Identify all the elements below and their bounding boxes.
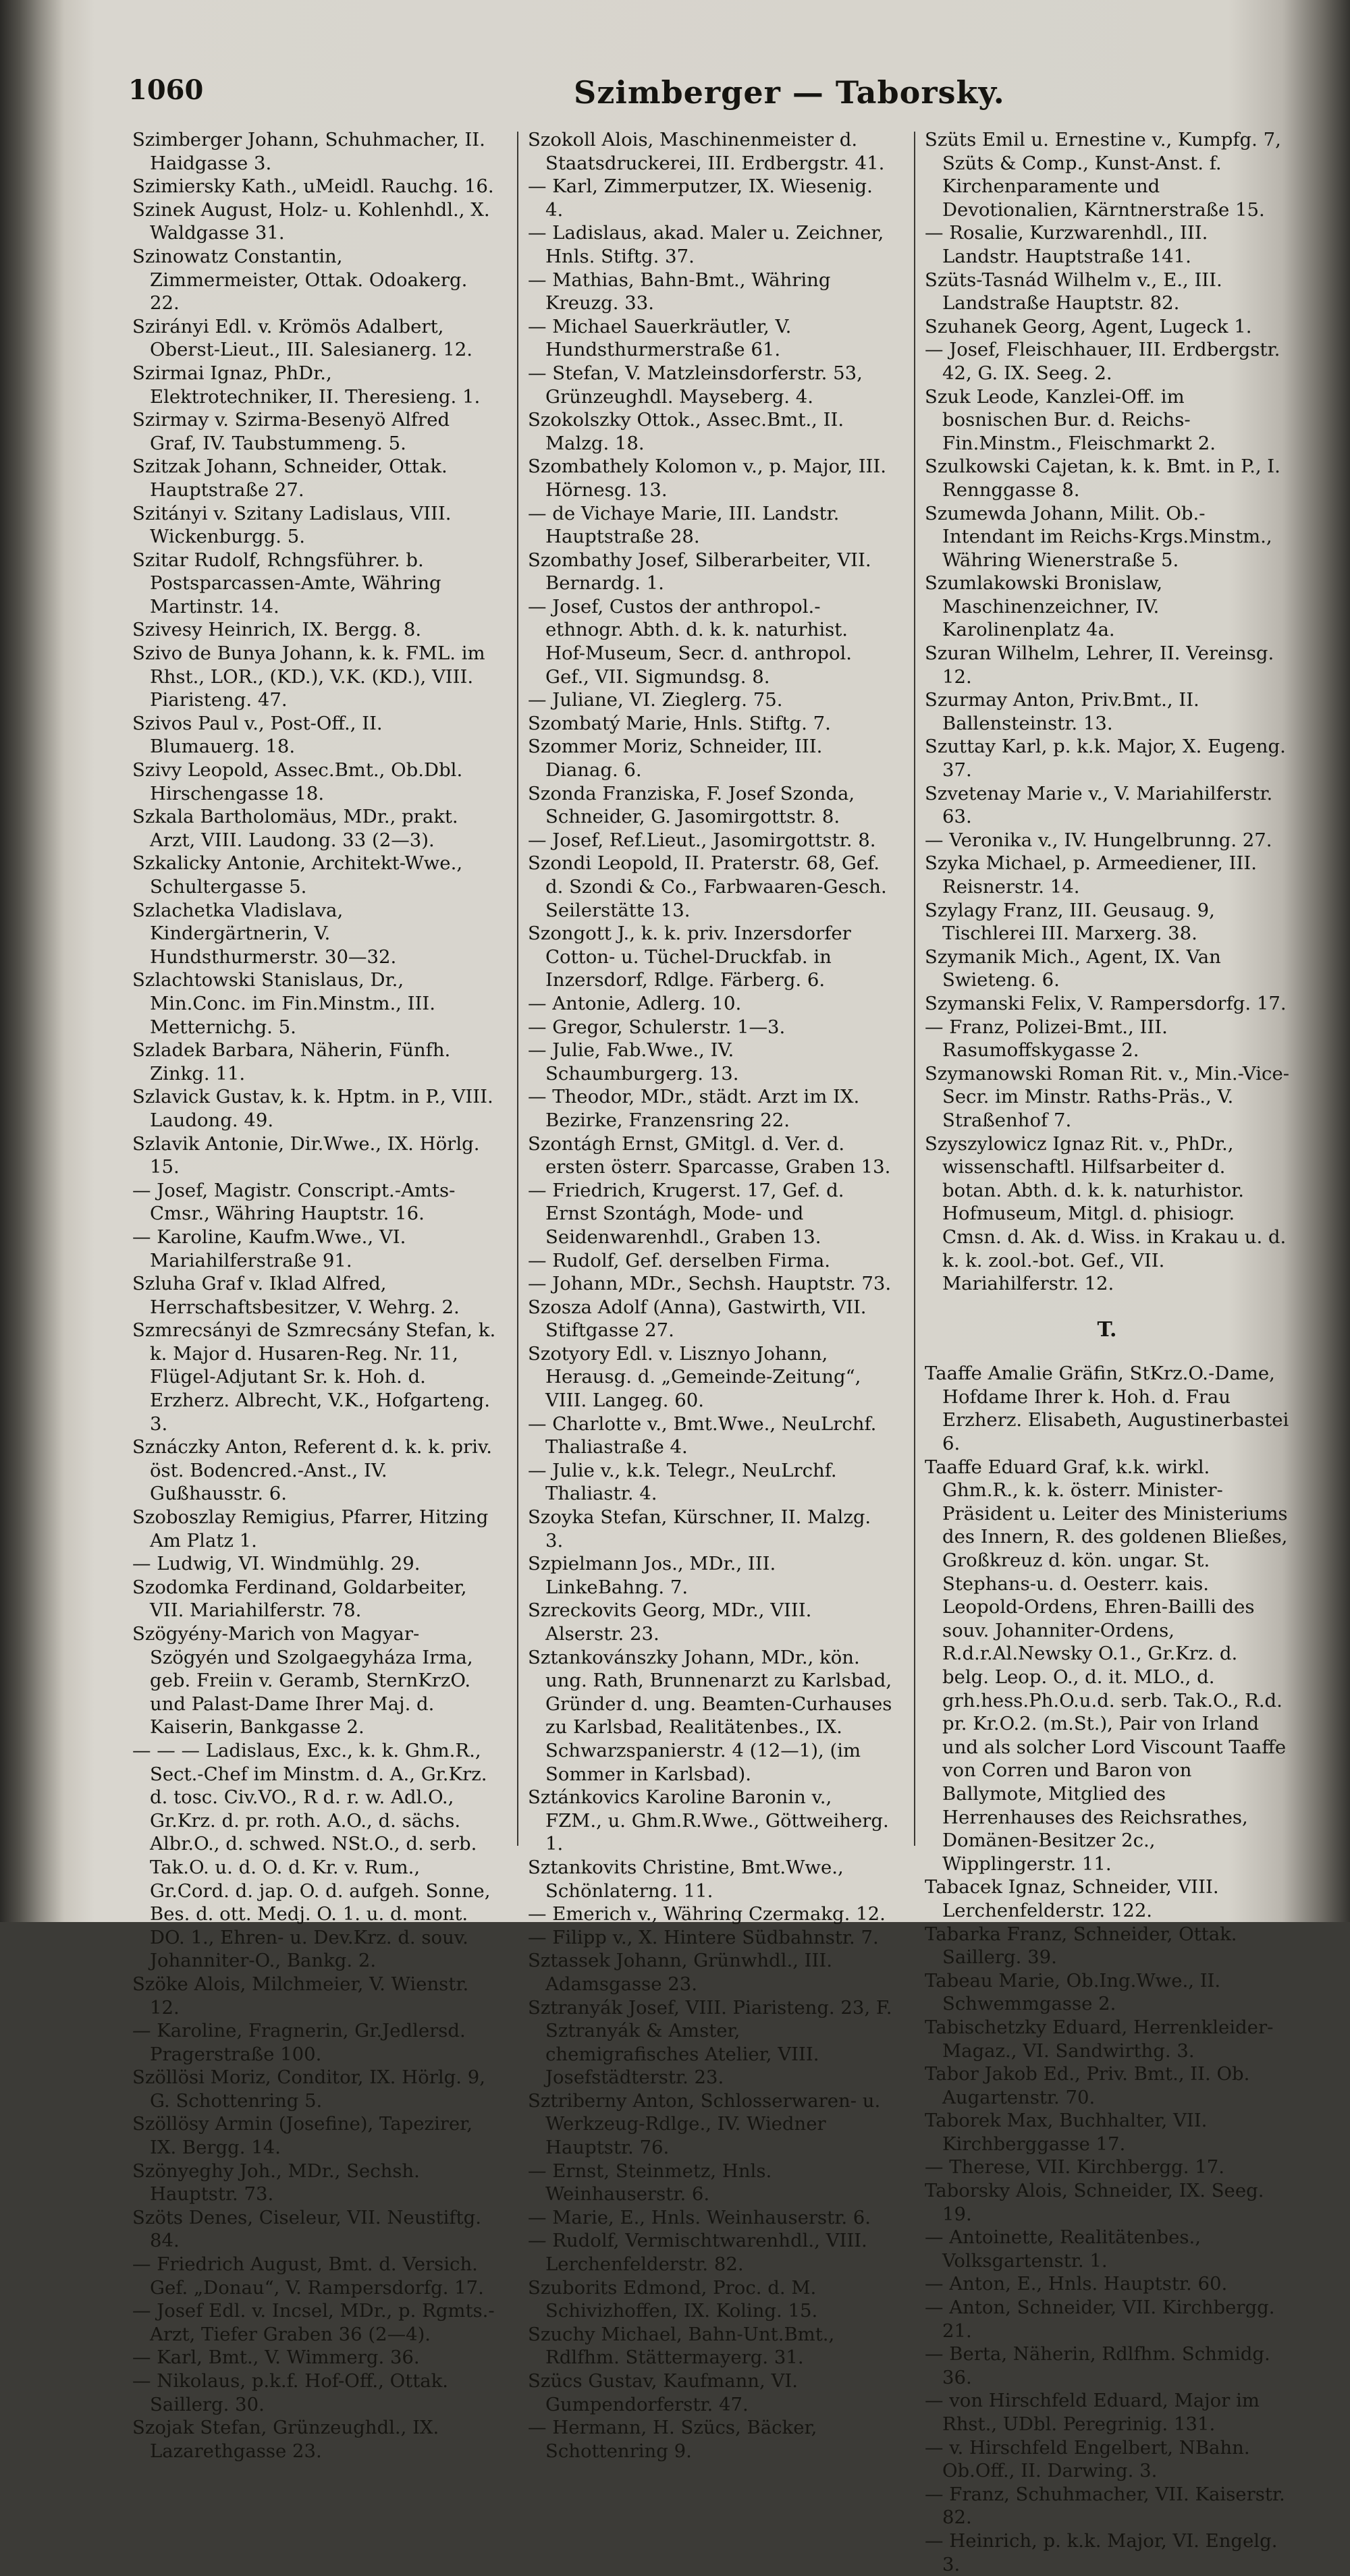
directory-entry: Szombathy Josef, Silberarbeiter, VII. Bernardg. 1. bbox=[528, 549, 878, 595]
directory-entry: Szücs Gustav, Kaufmann, VI. Gumpendorferstr. 47. bbox=[528, 2370, 804, 2415]
directory-entry: — — — Ladislaus, Exc., k. k. Ghm.R., Sect.-Chef im Minstm. d. A., Gr.Krz. d. tosc. Civ.VO., R d. r. w. Adl.O., Gr.Krz. d. pr. roth. A.O., d. sächs. Albr.O., d. schwed. NSt.O., d. serb. Tak.O. u. d. O. d. Kr. v. Rum., Gr.Cord. d. jap. O. d. aufgeh. Sonne, Bes. d. ott. Medj. O. 1. u. d. mont. DO. 1., Ehren- u. Dev.Krz. d. souv. Johanniter-O., Bankg. 2. bbox=[132, 1739, 497, 1972]
directory-entry: Szkala Bartholomäus, MDr., prakt. Arzt, VIII. Laudong. 33 (2—3). bbox=[132, 806, 464, 851]
directory-entry: — Michael Sauerkräutler, V. Hundsthurmerstraße 61. bbox=[528, 315, 798, 361]
directory-entry: Szymanowski Roman Rit. v., Min.-Vice-Secr. im Minstr. Raths-Präs., V. Straßenhof 7. bbox=[925, 1062, 1290, 1131]
directory-entry: — Karl, Bmt., V. Wimmerg. 36. bbox=[132, 2347, 420, 2369]
directory-entry: — Josef, Magistr. Conscript.-Amts-Cmsr., Währing Hauptstr. 16. bbox=[132, 1179, 456, 1225]
directory-entry: Taborek Max, Buchhalter, VII. Kirchberggasse 17. bbox=[925, 2110, 1214, 2155]
directory-entry: Szitányi v. Szitany Ladislaus, VIII. Wickenburgg. 5. bbox=[132, 502, 458, 548]
directory-entry: — Karoline, Kaufm.Wwe., VI. Mariahilferstraße 91. bbox=[132, 1226, 412, 1271]
directory-entry: — Anton, E., Hnls. Hauptstr. 60. bbox=[925, 2273, 1228, 2295]
directory-entry: Szmrecsányi de Szmrecsány Stefan, k. k. Major d. Husaren-Reg. Nr. 11, Flügel-Adjutant Sr. k. Hoh. d. Erzherz. Albrecht, V.K., Hofgarteng. 3. bbox=[132, 1319, 502, 1435]
directory-entry: Szokolszky Ottok., Assec.Bmt., II. Malzg. 18. bbox=[528, 409, 850, 454]
directory-entry: — Emerich v., Währing Czermakg. 12. bbox=[528, 1903, 886, 1925]
directory-entry: Sznáczky Anton, Referent d. k. k. priv. öst. Bodencred.-Anst., IV. Gußhausstr. 6. bbox=[132, 1436, 498, 1505]
directory-entry: Szivesy Heinrich, IX. Bergg. 8. bbox=[132, 619, 422, 641]
directory-entry: — Rosalie, Kurzwarenhdl., III. Landstr. Hauptstraße 141. bbox=[925, 222, 1214, 267]
directory-entry: Szosza Adolf (Anna), Gastwirth, VII. Stiftgasse 27. bbox=[528, 1296, 873, 1342]
directory-entry: — Antoinette, Realitätenbes., Volksgartenstr. 1. bbox=[925, 2226, 1207, 2272]
directory-entry: — Johann, MDr., Sechsh. Hauptstr. 73. bbox=[528, 1273, 892, 1295]
directory-entry: — Charlotte v., Bmt.Wwe., NeuLrchf. Thaliastraße 4. bbox=[528, 1413, 883, 1458]
directory-entry: — Franz, Polizei-Bmt., III. Rasumoffskygasse 2. bbox=[925, 1016, 1174, 1062]
directory-entry: Tabeau Marie, Ob.Ing.Wwe., II. Schwemmgasse 2. bbox=[925, 1969, 1226, 2015]
directory-entry: — de Vichaye Marie, III. Landstr. Hauptstraße 28. bbox=[528, 502, 846, 548]
directory-entry: Taborsky Alois, Schneider, IX. Seeg. 19. bbox=[925, 2180, 1270, 2225]
directory-entry: — Berta, Näherin, Rdlfhm. Schmidg. 36. bbox=[925, 2343, 1276, 2388]
directory-entry: Szodomka Ferdinand, Goldarbeiter, VII. Mariahilferstr. 78. bbox=[132, 1576, 473, 1622]
directory-column-3 bbox=[925, 128, 1295, 2575]
directory-entry: Szirányi Edl. v. Krömös Adalbert, Oberst-Lieut., III. Salesianerg. 12. bbox=[132, 315, 473, 361]
directory-entry: Szönyeghy Joh., MDr., Sechsh. Hauptstr. 73. bbox=[132, 2160, 426, 2205]
directory-entry: Szyka Michael, p. Armeediener, III. Reisnerstr. 14. bbox=[925, 852, 1263, 898]
directory-entry: Sztankovits Christine, Bmt.Wwe., Schönlaterng. 11. bbox=[528, 1856, 850, 1902]
directory-entry: Szinek August, Holz- u. Kohlenhdl., X. Waldgasse 31. bbox=[132, 198, 496, 244]
directory-entry: Szondi Leopold, II. Praterstr. 68, Gef. d. Szondi & Co., Farbwaaren-Gesch. Seilerstätte 13. bbox=[528, 852, 893, 921]
directory-entry: Szumewda Johann, Milit. Ob.-Intendant im Reichs-Krgs.Minstm., Währing Wienerstraße 5. bbox=[925, 502, 1278, 571]
directory-entry: — Josef Edl. v. Incsel, MDr., p. Rgmts.-Arzt, Tiefer Graben 36 (2—4). bbox=[132, 2300, 495, 2345]
directory-entry: Szitar Rudolf, Rchngsführer. b. Postsparcassen-Amte, Währing Martinstr. 14. bbox=[132, 549, 448, 618]
directory-entry: Szyszylowicz Ignaz Rit. v., PhDr., wissenschaftl. Hilfsarbeiter d. botan. Abth. d. k. k. naturhistor. Hofmuseum, Mitgl. d. phisiogr. Cmsn. d. Ak. d. Wiss. in Krakau u. d. k. k. zool.-bot. Gef., VII. Mariahilferstr. 12. bbox=[925, 1132, 1293, 1295]
directory-entry: Szluha Graf v. Iklad Alfred, Herrschaftsbesitzer, V. Wehrg. 2. bbox=[132, 1273, 460, 1318]
directory-entry: Szombatý Marie, Hnls. Stiftg. 7. bbox=[528, 712, 831, 734]
directory-entry: — Friedrich August, Bmt. d. Versich. Gef. „Donau“, V. Rampersdorfg. 17. bbox=[132, 2253, 484, 2299]
directory-entry: Szojak Stefan, Grünzeughdl., IX. Lazarethgasse 23. bbox=[132, 2417, 446, 2462]
directory-entry: — von Hirschfeld Eduard, Major im Rhst., UDbl. Peregrinig. 131. bbox=[925, 2390, 1266, 2435]
directory-entry: Szurmay Anton, Priv.Bmt., II. Ballensteinstr. 13. bbox=[925, 689, 1206, 734]
section-heading: T. bbox=[1097, 1317, 1117, 1342]
directory-entry: Szirmai Ignaz, PhDr., Elektrotechniker, II. Theresieng. 1. bbox=[132, 362, 481, 408]
directory-entry: Szöllösi Moriz, Conditor, IX. Hörlg. 9, G. Schottenring 5. bbox=[132, 2066, 491, 2112]
directory-entry: Szlachetka Vladislava, Kindergärtnerin, V. Hundsthurmerstr. 30—32. bbox=[132, 899, 397, 968]
directory-entry: Szontágh Ernst, GMitgl. d. Ver. d. ersten österr. Sparcasse, Graben 13. bbox=[528, 1132, 891, 1178]
directory-entry: Szvetenay Marie v., V. Mariahilferstr. 63. bbox=[925, 782, 1278, 828]
page-number: 1060 bbox=[128, 74, 204, 106]
directory-entry: Szonda Franziska, F. Josef Szonda, Schneider, G. Jasomirgottstr. 8. bbox=[528, 782, 861, 828]
directory-entry: — Nikolaus, p.k.f. Hof-Off., Ottak. Saillerg. 30. bbox=[132, 2370, 454, 2415]
directory-entry: — Hermann, H. Szücs, Bäcker, Schottenring 9. bbox=[528, 2417, 824, 2462]
directory-entry: Szpielmann Jos., MDr., III. LinkeBahng. 7. bbox=[528, 1553, 782, 1598]
directory-entry: Taaffe Amalie Gräfin, StKrz.O.-Dame, Hofdame Ihrer k. Hoh. d. Frau Erzherz. Elisabeth, Augustinerbastei 6. bbox=[925, 1363, 1295, 1455]
directory-entry: — Theodor, MDr., städt. Arzt im IX. Bezirke, Franzensring 22. bbox=[528, 1086, 865, 1131]
column-divider bbox=[914, 132, 915, 1846]
directory-entry: Sztriberny Anton, Schlosserwaren- u. Werkzeug-Rdlge., IV. Wiedner Hauptstr. 76. bbox=[528, 2089, 886, 2159]
directory-entry: Taaffe Eduard Graf, k.k. wirkl. Ghm.R., k. k. österr. Minister-Präsident u. Leiter des Ministeriums des Innern, R. des goldenen Bließes, Großkreuz d. kön. ungar. St. Stephans-u. d. Oesterr. kais. Leopold-Ordens, Ehren-Bailli des souv. Johanniter-Ordens, R.d.r.Al.Newsky O.1., Gr.Krz. d. belg. Leop. O., d. it. MLO., d. grh.hess.Ph.O.u.d. serb. Tak.O., R.d. pr. Kr.O.2. (m.St.), Pair von Irland und als solcher Lord Viscount Taaffe von Corren und Baron von Ballymote, Mitglied des Herrenhauses des Reichsrathes, Domänen-Besitzer 2c., Wipplingerstr. 11. bbox=[925, 1456, 1294, 1875]
directory-entry: Szivo de Bunya Johann, k. k. FML. im Rhst., LOR., (KD.), V.K. (KD.), VIII. Piaristeng. 47. bbox=[132, 642, 491, 711]
directory-entry: — Gregor, Schulerstr. 1—3. bbox=[528, 1016, 786, 1038]
directory-column-2 bbox=[528, 128, 898, 2462]
directory-entry: Szymanski Felix, V. Rampersdorfg. 17. bbox=[925, 992, 1287, 1014]
directory-entry: Sztánkovics Karoline Baronin v., FZM., u. Ghm.R.Wwe., Göttweiherg. 1. bbox=[528, 1786, 895, 1855]
directory-entry: Szitzak Johann, Schneider, Ottak. Hauptstraße 27. bbox=[132, 456, 454, 501]
directory-entry: Szimiersky Kath., uMeidl. Rauchg. 16. bbox=[132, 175, 494, 198]
directory-entry: Szuran Wilhelm, Lehrer, II. Vereinsg. 12. bbox=[925, 642, 1280, 688]
directory-entry: Szivos Paul v., Post-Off., II. Blumauerg. 18. bbox=[132, 712, 389, 758]
directory-entry: Szüts Emil u. Ernestine v., Kumpfg. 7, Szüts & Comp., Kunst-Anst. f. Kirchenparamente und Devotionalien, Kärntnerstraße 15. bbox=[925, 129, 1287, 221]
directory-entry: — Rudolf, Gef. derselben Firma. bbox=[528, 1249, 830, 1271]
directory-entry: Szreckovits Georg, MDr., VIII. Alserstr. 23. bbox=[528, 1599, 818, 1645]
directory-entry: Szuk Leode, Kanzlei-Off. im bosnischen Bur. d. Reichs-Fin.Minstm., Fleischmarkt 2. bbox=[925, 385, 1216, 454]
directory-entry: Szirmay v. Szirma-Besenyö Alfred Graf, IV. Taubstummeng. 5. bbox=[132, 409, 456, 454]
directory-entry: Szögyény-Marich von Magyar-Szögyén und Szolgaegyháza Irma, geb. Freiin v. Geramb, SternKrzO. und Palast-Dame Ihrer Maj. d. Kaiserin, Bankgasse 2. bbox=[132, 1623, 479, 1738]
directory-entry: Szoyka Stefan, Kürschner, II. Malzg. 3. bbox=[528, 1506, 877, 1552]
directory-entry: — Julie, Fab.Wwe., IV. Schaumburgerg. 13. bbox=[528, 1039, 740, 1085]
directory-entry: — Ludwig, VI. Windmühlg. 29. bbox=[132, 1553, 421, 1575]
directory-entry: — Rudolf, Vermischtwarenhdl., VIII. Lerchenfelderstr. 82. bbox=[528, 2230, 873, 2276]
directory-entry: Szimberger Johann, Schuhmacher, II. Haidgasse 3. bbox=[132, 129, 491, 174]
directory-entry: — Ladislaus, akad. Maler u. Zeichner, Hnls. Stiftg. 37. bbox=[528, 222, 890, 267]
directory-entry: — Veronika v., IV. Hungelbrunng. 27. bbox=[925, 829, 1272, 851]
directory-entry: Tabacek Ignaz, Schneider, VIII. Lerchenfelderstr. 122. bbox=[925, 1876, 1225, 1921]
directory-entry: Tabarka Franz, Schneider, Ottak. Saillerg. 39. bbox=[925, 1923, 1243, 1969]
directory-entry: — Marie, E., Hnls. Weinhauserstr. 6. bbox=[528, 2206, 871, 2228]
directory-entry: — v. Hirschfeld Engelbert, NBahn. Ob.Off., II. Darwing. 3. bbox=[925, 2436, 1256, 2482]
directory-page bbox=[101, 40, 1303, 2575]
directory-entry: — Stefan, V. Matzleinsdorferstr. 53, Grünzeughdl. Mayseberg. 4. bbox=[528, 362, 869, 408]
column-divider bbox=[517, 132, 518, 1846]
directory-entry: Tabischetzky Eduard, Herrenkleider-Magaz., VI. Sandwirthg. 3. bbox=[925, 2016, 1274, 2062]
directory-entry: Szlachtowski Stanislaus, Dr., Min.Conc. im Fin.Minstm., III. Metternichg. 5. bbox=[132, 969, 441, 1038]
directory-entry: — Juliane, VI. Zieglerg. 75. bbox=[528, 689, 783, 711]
directory-entry: Szinowatz Constantin, Zimmermeister, Ottak. Odoakerg. 22. bbox=[132, 245, 474, 314]
directory-entry: Sztassek Johann, Grünwhdl., III. Adamsgasse 23. bbox=[528, 1950, 838, 1995]
directory-entry: Szoboszlay Remigius, Pfarrer, Hitzing Am Platz 1. bbox=[132, 1506, 495, 1552]
directory-entry: Szlavik Antonie, Dir.Wwe., IX. Hörlg. 15. bbox=[132, 1132, 486, 1178]
directory-entry: Szongott J., k. k. priv. Inzersdorfer Cotton- u. Tüchel-Druckfab. in Inzersdorf, Rdlge. Färberg. 6. bbox=[528, 923, 857, 991]
directory-entry: Szivy Leopold, Assec.Bmt., Ob.Dbl. Hirschengasse 18. bbox=[132, 759, 468, 804]
directory-entry: Szüts-Tasnád Wilhelm v., E., III. Landstraße Hauptstr. 82. bbox=[925, 269, 1228, 314]
directory-entry: Szöllösy Armin (Josefine), Tapezirer, IX. Bergg. 14. bbox=[132, 2113, 479, 2159]
directory-entry: — Josef, Custos der anthropol.-ethnogr. Abth. d. k. k. naturhist. Hof-Museum, Secr. d. anthropol. Gef., VII. Sigmundsg. 8. bbox=[528, 595, 858, 688]
directory-column-1 bbox=[132, 128, 502, 2462]
directory-entry: Szuchy Michael, Bahn-Unt.Bmt., Rdlfhm. Stättermayerg. 31. bbox=[528, 2323, 841, 2369]
directory-entry: — Filipp v., X. Hintere Südbahnstr. 7. bbox=[528, 1926, 879, 1948]
directory-entry: — Franz, Schuhmacher, VII. Kaiserstr. 82. bbox=[925, 2483, 1291, 2529]
directory-entry: — Heinrich, p. k.k. Major, VI. Engelg. 3. bbox=[925, 2529, 1284, 2575]
directory-entry: Szlavick Gustav, k. k. Hptm. in P., VIII. Laudong. 49. bbox=[132, 1086, 500, 1131]
directory-entry: — Karl, Zimmerputzer, IX. Wiesenig. 4. bbox=[528, 175, 879, 221]
directory-entry: Szuhanek Georg, Agent, Lugeck 1. bbox=[925, 315, 1252, 337]
directory-entry: Szotyory Edl. v. Lisznyo Johann, Herausg. d. „Gemeinde-Zeitung“, VIII. Langeg. 60. bbox=[528, 1342, 867, 1412]
directory-entry: Szöts Denes, Ciseleur, VII. Neustiftg. 84. bbox=[132, 2206, 487, 2252]
directory-entry: Tabor Jakob Ed., Priv. Bmt., II. Ob. Augartenstr. 70. bbox=[925, 2063, 1256, 2108]
directory-entry: — Antonie, Adlerg. 10. bbox=[528, 992, 742, 1014]
directory-entry: Szkalicky Antonie, Architekt-Wwe., Schultergasse 5. bbox=[132, 852, 468, 898]
directory-entry: Sztranyák Josef, VIII. Piaristeng. 23, F. Sztranyák & Amster, chemigrafisches Atelier, VIII. Josefstädterstr. 23. bbox=[528, 1996, 898, 2089]
directory-entry: Szylagy Franz, III. Geusaug. 9, Tischlerei III. Marxerg. 38. bbox=[925, 899, 1221, 945]
directory-entry: Szladek Barbara, Näherin, Fünfh. Zinkg. 11. bbox=[132, 1039, 457, 1085]
directory-entry: — Therese, VII. Kirchbergg. 17. bbox=[925, 2156, 1224, 2178]
directory-entry: Szöke Alois, Milchmeier, V. Wienstr. 12. bbox=[132, 1973, 475, 2019]
directory-entry: — Karoline, Fragnerin, Gr.Jedlersd. Pragerstraße 100. bbox=[132, 2020, 472, 2065]
directory-entry: Szulkowski Cajetan, k. k. Bmt. in P., I. Rennggasse 8. bbox=[925, 456, 1287, 501]
directory-entry: Szuborits Edmond, Proc. d. M. Schivizhoffen, IX. Koling. 15. bbox=[528, 2276, 822, 2322]
directory-entry: — Ernst, Steinmetz, Hnls. Weinhauserstr. 6. bbox=[528, 2160, 778, 2205]
directory-entry: Szommer Moriz, Schneider, III. Dianag. 6. bbox=[528, 736, 829, 782]
directory-entry: — Mathias, Bahn-Bmt., Währing Kreuzg. 33. bbox=[528, 269, 837, 314]
directory-entry: Sztankovánszky Johann, MDr., kön. ung. Rath, Brunnenarzt zu Karlsbad, Gründer d. ung. Beamten-Curhauses zu Karlsbad, Realitätenbes., IX. Schwarzspanierstr. 4 (12—1), (im Sommer in Karlsbad). bbox=[528, 1646, 898, 1785]
directory-entry: — Josef, Fleischhauer, III. Erdbergstr. 42, G. IX. Seeg. 2. bbox=[925, 339, 1287, 384]
directory-entry: — Anton, Schneider, VII. Kirchbergg. 21. bbox=[925, 2297, 1281, 2342]
directory-entry: — Josef, Ref.Lieut., Jasomirgottstr. 8. bbox=[528, 829, 876, 851]
directory-entry: Szombathely Kolomon v., p. Major, III. Hörnesg. 13. bbox=[528, 456, 892, 501]
directory-entry: Szymanik Mich., Agent, IX. Van Swieteng. 6. bbox=[925, 946, 1227, 991]
directory-entry: — Friedrich, Krugerst. 17, Gef. d. Ernst Szontágh, Mode- und Seidenwarenhdl., Graben 13. bbox=[528, 1179, 850, 1248]
running-title: Szimberger — Taborsky. bbox=[574, 74, 1005, 111]
directory-entry: Szumlakowski Bronislaw, Maschinenzeichner, IV. Karolinenplatz 4a. bbox=[925, 572, 1168, 641]
directory-entry: — Julie v., k.k. Telegr., NeuLrchf. Thaliastr. 4. bbox=[528, 1459, 843, 1505]
directory-entry: Szuttay Karl, p. k.k. Major, X. Eugeng. 37. bbox=[925, 736, 1292, 782]
directory-entry: Szokoll Alois, Maschinenmeister d. Staatsdruckerei, III. Erdbergstr. 41. bbox=[528, 129, 885, 174]
